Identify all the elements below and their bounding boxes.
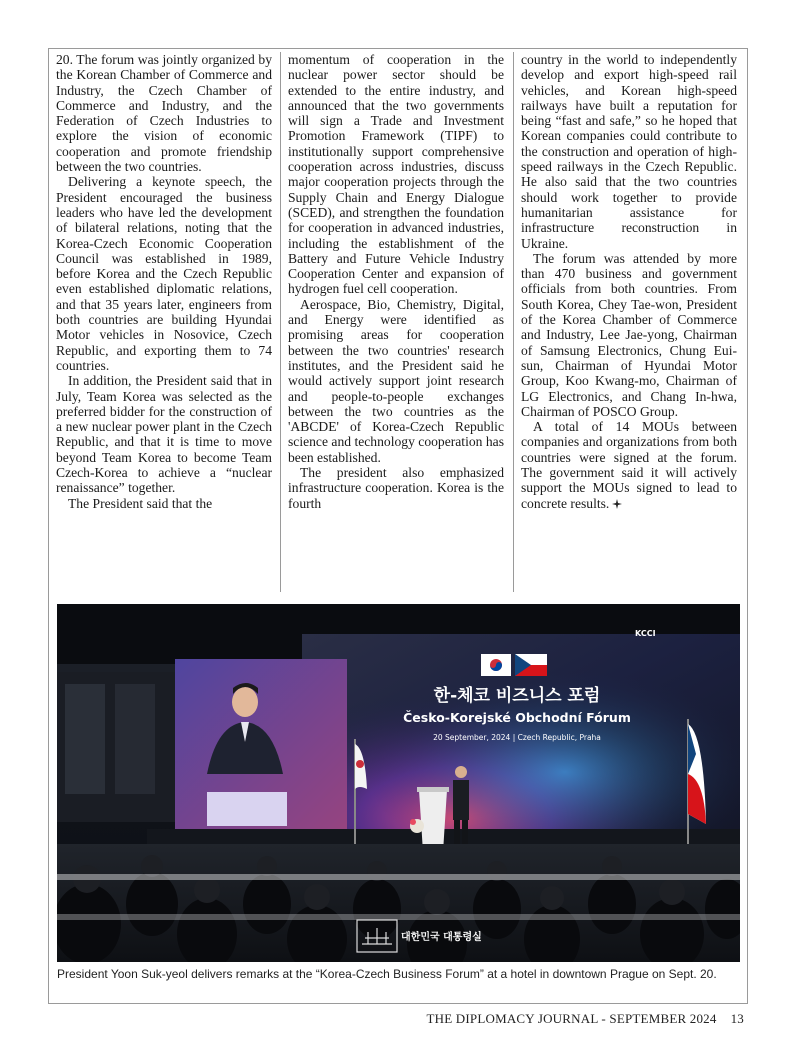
page-footer: [426, 1011, 744, 1027]
paragraph: Delivering a keynote speech, the President encouraged the business leaders who have led the development of bilateral relations, noting that the Korea-Czech Economic Cooperation Council was established in 1989, before Korea and the Czech Republic even established diplomatic relations, and that 35 years later, engineers from both countries are building Hyundai Motor vehicles in Nosovice, Czech Republic, and exporting them to 74 countries.: [56, 174, 272, 373]
paragraph: 20. The forum was jointly organized by the Korean Chamber of Commerce and Industry, the Czech Chamber of Commerce and Industry, and the Federation of Czech Industries to explore the vision of economic cooperation and promote friendship between the two countries.: [56, 52, 272, 175]
czech-flag-icon: [515, 654, 547, 676]
side-display: [175, 659, 347, 829]
publication-name: THE DIPLOMACY JOURNAL - SEPTEMBER 2024: [426, 1011, 717, 1026]
article-column-1: [56, 52, 272, 511]
photo-caption: President Yoon Suk-yeol delivers remarks at the “Korea-Czech Business Forum” at a hotel in downtown Prague on Sept. 20.: [57, 967, 717, 981]
paragraph: The President said that the: [68, 495, 213, 511]
screen-title-korean: 한-체코 비즈니스 포럼: [433, 686, 601, 706]
kcci-logo: KCCI: [635, 629, 656, 638]
watermark-text: 대한민국 대통령실: [401, 932, 482, 943]
paragraph: country in the world to independently develop and export high-speed rail vehicles, and Korean high-speed railways have built a reputation for being “fast and safe,” so he hoped that Korean companies could contribute to the construction and operation of high-speed railways in the Czech Republic. He also said that the two countries should work together to provide humanitarian assistance for infrastructure reconstruction in Ukraine.: [521, 52, 737, 251]
article-column-3: [521, 52, 737, 511]
forum-photo: [57, 604, 740, 962]
paragraph: momentum of cooperation in the nuclear power sector should be extended to the entire industry, and announced that the two governments will sign a Trade and Investment Promotion Framework (TIPF) to institutionally support comprehensive cooperation across industries, discuss major cooperation projects through the Supply Chain and Energy Dialogue (SCED), and strengthen the foundation for cooperation in advanced industries, including the establishment of the Battery and Future Vehicle Industry Cooperation Center and expansion of hydrogen fuel cell cooperation.: [288, 52, 504, 297]
column-rule: [513, 52, 514, 592]
screen-title-czech: Česko-Korejské Obchodní Fórum: [403, 710, 631, 725]
paragraph: In addition, the President said that in July, Team Korea was selected as the preferred bidder for the construction of a new nuclear power plant in the Czech Republic, and that it is time to move beyond Team Korea to become Team Czech-Korea to achieve a “nuclear renaissance” together.: [56, 373, 272, 496]
article-column-2: [288, 52, 504, 511]
paragraph: [521, 419, 737, 511]
paragraph: Aerospace, Bio, Chemistry, Digital, and Energy were identified as promising areas for cooperation between the two countries' research institutes, and the President said he would actively support joint research and people-to-people exchanges between the two countries as the 'ABCDE' of Korea-Czech Republic science and technology cooperation has been established.: [288, 296, 504, 465]
page-number: 13: [730, 1011, 744, 1026]
paragraph: The president also emphasized infrastructure cooperation. Korea is the fourth: [288, 465, 504, 511]
column-rule: [280, 52, 281, 592]
paragraph: The forum was attended by more than 470 business and government officials from both countries. From South Korea, Chey Tae-won, President of the Korea Chamber of Commerce and Industry, Lee Jae-yong, Chairman of Samsung Electronics, Chung Eui-sun, Chairman of Hyundai Motor Group, Koo Kwang-mo, Chairman of LG Electronics, and Chang In-hwa, Chairman of POSCO Group.: [521, 250, 737, 419]
korea-flag-icon: [481, 654, 511, 676]
end-of-article-icon: [612, 499, 622, 509]
paragraph-text: A total of 14 MOUs between companies and organizations from both countries were signed at the forum. The government said it will actively support the MOUs signed to lead to concrete results.: [521, 419, 737, 511]
screen-date: 20 September, 2024 | Czech Republic, Praha: [433, 733, 601, 742]
